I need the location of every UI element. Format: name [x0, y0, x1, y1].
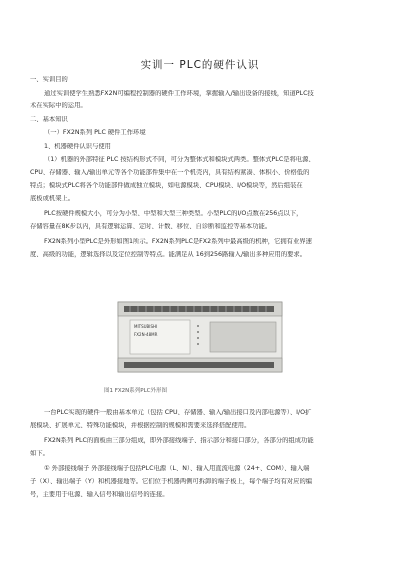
figure-caption: 图1 FX2N系列PLC外形图	[104, 388, 168, 394]
text-line: 存储容量在8K步以内，具有逻辑运算、定时、计数、移位、自诊断和监控等基本功能。	[30, 223, 272, 230]
text-line: 一、实训目的	[30, 76, 68, 83]
text-line: 二、基本知识	[30, 116, 68, 123]
text-line: （一）FX2N系列 PLC 硬件工作环境	[44, 129, 146, 136]
text-line: FX2N系列小型PLC是外形如图1所示。FX2N系列PLC是FX2系列中最高级的机种，它拥有业界速	[44, 238, 312, 245]
text-line: CPU、存储器、输入/输出单元等各个功能部件集中在一个机壳内，具有结构紧凑、体积小、价格低的	[30, 169, 310, 176]
text-line: 号，主要用于电源、输入信号和输出信号的连接。	[30, 491, 169, 498]
text-line: ① 外部接线端子 外部接线端子包括PLC电源（L、N）、输入用直流电源（24+、COM）、输入端	[44, 465, 310, 472]
text-line: 术在实际中的运用。	[30, 102, 87, 109]
model-label: FX2N-48MR	[134, 332, 158, 337]
text-line: 1、机器硬件认识与使用	[44, 143, 111, 150]
text-line: （1）机器的外部特征 PLC 按结构形式不同，可分为整体式和模块式两类。整体式PLC是将电源、	[44, 156, 315, 163]
text-line: 度、高级的功能，逻辑选择以及定位控制等特点。能满足从 16到256路输入/输出多种应用的要求。	[30, 251, 307, 258]
text-line: 特点；模块式PLC将各个功能部件做成独立模块，如电源模块、CPU模块、I/O模块等，然后组装在	[30, 182, 303, 189]
text-line: 如下。	[30, 450, 49, 457]
text-line: 底板或机架上。	[30, 195, 75, 202]
text-line: 通过实训使学生熟悉FX2N可编程控制器的硬件工作环境，掌握输入/输出设备的接线，知道PLC技	[44, 90, 314, 97]
text-line: 一台PLC实现的硬件一般由基本单元（包括 CPU、存储器、输入/输出接口及内部电源等）、I/O扩	[44, 409, 312, 416]
brand-label: MITSUBISHI	[134, 324, 158, 329]
text-line: FX2N系列 PLC的面板由三部分组成，即外部接线端子、指示部分和接口部分，各部分的组成功能	[44, 437, 314, 444]
text-line: PLC按硬件规模大小，可分为小型、中型和大型三种类型。小型PLC的I/O点数在256点以下，	[44, 210, 303, 217]
text-line: 展模块、扩展单元、特殊功能模块，并根据控制的规模和需要来选择搭配使用。	[30, 422, 251, 429]
text-line: 子（X）、输出端子（Y）和机器接地等。它们位于机器两侧可拆卸的端子板上，每个端子均有对应的编	[30, 478, 313, 485]
plc-figure	[110, 292, 290, 380]
page-title: 实训一 PLC的硬件认识	[140, 59, 260, 71]
